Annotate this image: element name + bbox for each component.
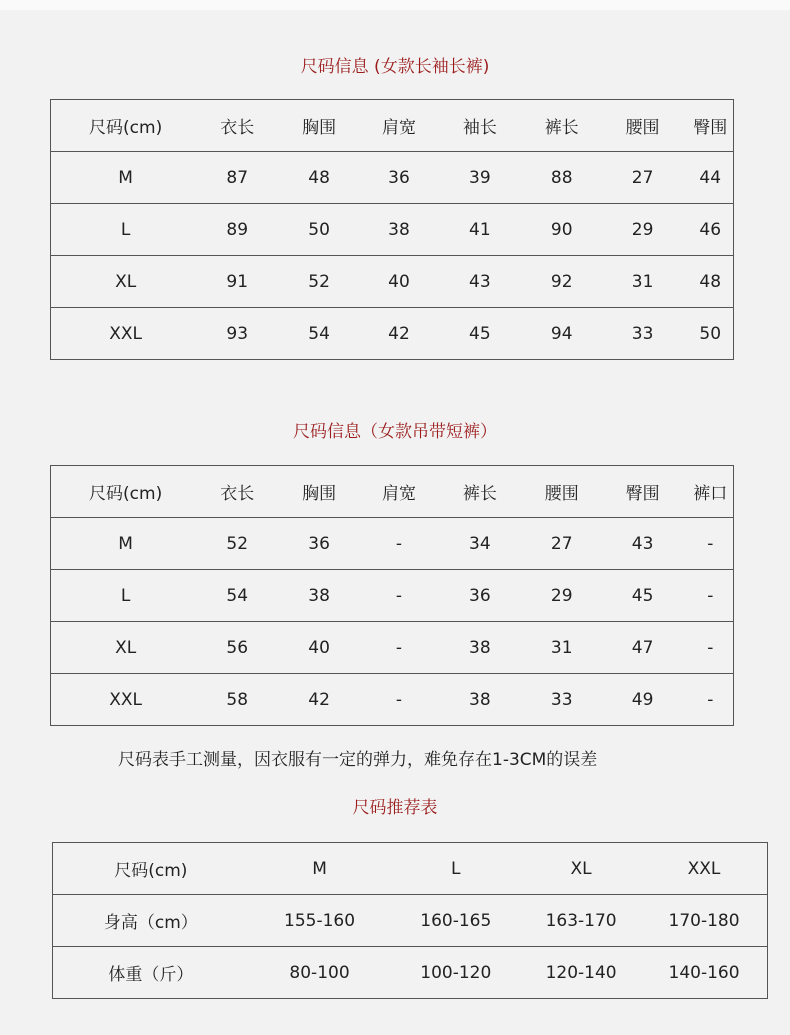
value-cell: - bbox=[364, 518, 434, 570]
value-cell: 93 bbox=[200, 308, 274, 360]
value-cell: 29 bbox=[526, 570, 598, 622]
header-cell: 裤口 bbox=[693, 484, 728, 504]
table3-title: 尺码推荐表 bbox=[352, 798, 438, 818]
header-cell: 衣长 bbox=[220, 484, 255, 504]
header-cell: 胸围 bbox=[302, 118, 337, 138]
value-cell: 48 bbox=[274, 152, 364, 204]
size-table-shorts bbox=[50, 465, 734, 726]
value-cell: 120-140 bbox=[521, 947, 641, 999]
value-cell: - bbox=[688, 570, 734, 622]
header-row bbox=[51, 100, 734, 152]
value-cell: - bbox=[688, 518, 734, 570]
size-recommendation-table bbox=[52, 842, 768, 999]
value-cell: 27 bbox=[598, 152, 688, 204]
value-cell: 45 bbox=[434, 308, 526, 360]
value-cell: 54 bbox=[274, 308, 364, 360]
value-cell: 80-100 bbox=[249, 947, 391, 999]
value-cell: 155-160 bbox=[249, 895, 391, 947]
table-row bbox=[53, 895, 768, 947]
value-cell: 31 bbox=[526, 622, 598, 674]
table-row bbox=[51, 622, 734, 674]
value-cell: 87 bbox=[200, 152, 274, 204]
value-cell: 41 bbox=[434, 204, 526, 256]
value-cell: - bbox=[364, 674, 434, 726]
value-cell: 160-165 bbox=[390, 895, 521, 947]
size-table-long bbox=[50, 99, 734, 360]
size-label-cell: L bbox=[51, 570, 201, 622]
value-cell: 44 bbox=[688, 152, 734, 204]
value-cell: 170-180 bbox=[641, 895, 767, 947]
table-row bbox=[53, 947, 768, 999]
value-cell: 54 bbox=[200, 570, 274, 622]
value-cell: 38 bbox=[364, 204, 434, 256]
value-cell: 47 bbox=[598, 622, 688, 674]
value-cell: 52 bbox=[200, 518, 274, 570]
value-cell: 36 bbox=[364, 152, 434, 204]
header-cell: 腰围 bbox=[625, 118, 660, 138]
header-cell: 腰围 bbox=[544, 484, 579, 504]
value-cell: 43 bbox=[598, 518, 688, 570]
header-cell: XXL bbox=[687, 858, 721, 879]
value-cell: 100-120 bbox=[390, 947, 521, 999]
value-cell: 89 bbox=[200, 204, 274, 256]
value-cell: 50 bbox=[688, 308, 734, 360]
table-row bbox=[51, 152, 734, 204]
value-cell: 38 bbox=[434, 674, 526, 726]
size-label-cell: XL bbox=[51, 256, 201, 308]
value-cell: 36 bbox=[274, 518, 364, 570]
value-cell: 48 bbox=[688, 256, 734, 308]
header-cell: L bbox=[451, 858, 461, 879]
size-label-cell: XXL bbox=[51, 308, 201, 360]
header-cell: 臀围 bbox=[693, 118, 728, 138]
value-cell: 140-160 bbox=[641, 947, 767, 999]
header-cell: 肩宽 bbox=[381, 484, 416, 504]
value-cell: - bbox=[688, 674, 734, 726]
table2-title: 尺码信息（女款吊带短裤） bbox=[293, 422, 497, 442]
table-row bbox=[51, 256, 734, 308]
value-cell: 90 bbox=[526, 204, 598, 256]
value-cell: 43 bbox=[434, 256, 526, 308]
table-row bbox=[51, 674, 734, 726]
header-cell: M bbox=[312, 858, 327, 879]
table-row bbox=[51, 308, 734, 360]
table-row bbox=[51, 204, 734, 256]
header-cell: 尺码(cm) bbox=[89, 118, 163, 138]
header-cell: 尺码(cm) bbox=[114, 861, 188, 881]
value-cell: 33 bbox=[598, 308, 688, 360]
value-cell: 42 bbox=[364, 308, 434, 360]
value-cell: 91 bbox=[200, 256, 274, 308]
header-row bbox=[51, 466, 734, 518]
header-cell: 尺码(cm) bbox=[89, 484, 163, 504]
value-cell: 58 bbox=[200, 674, 274, 726]
header-cell: 胸围 bbox=[302, 484, 337, 504]
table-row bbox=[51, 570, 734, 622]
header-cell: 肩宽 bbox=[381, 118, 416, 138]
value-cell: 92 bbox=[526, 256, 598, 308]
value-cell: 52 bbox=[274, 256, 364, 308]
measurement-note: 尺码表手工测量，因衣服有一定的弹力，难免存在1-3CM的误差 bbox=[118, 750, 598, 770]
value-cell: 40 bbox=[364, 256, 434, 308]
value-cell: 163-170 bbox=[521, 895, 641, 947]
header-cell: 裤长 bbox=[462, 484, 497, 504]
size-label-cell: M bbox=[51, 518, 201, 570]
value-cell: - bbox=[364, 622, 434, 674]
value-cell: 39 bbox=[434, 152, 526, 204]
value-cell: 38 bbox=[274, 570, 364, 622]
size-label-cell: 体重（斤） bbox=[53, 947, 249, 999]
header-cell: XL bbox=[570, 858, 592, 879]
value-cell: - bbox=[364, 570, 434, 622]
size-label-cell: XL bbox=[51, 622, 201, 674]
header-cell: 臀围 bbox=[625, 484, 660, 504]
header-row bbox=[53, 843, 768, 895]
value-cell: 29 bbox=[598, 204, 688, 256]
header-cell: 袖长 bbox=[462, 118, 497, 138]
size-label-cell: M bbox=[51, 152, 201, 204]
value-cell: 40 bbox=[274, 622, 364, 674]
size-label-cell: 身高（cm） bbox=[53, 895, 249, 947]
value-cell: 36 bbox=[434, 570, 526, 622]
header-cell: 衣长 bbox=[220, 118, 255, 138]
value-cell: 88 bbox=[526, 152, 598, 204]
value-cell: 49 bbox=[598, 674, 688, 726]
value-cell: 45 bbox=[598, 570, 688, 622]
size-label-cell: XXL bbox=[51, 674, 201, 726]
value-cell: 94 bbox=[526, 308, 598, 360]
size-label-cell: L bbox=[51, 204, 201, 256]
value-cell: 56 bbox=[200, 622, 274, 674]
value-cell: 33 bbox=[526, 674, 598, 726]
table-row bbox=[51, 518, 734, 570]
top-band bbox=[0, 0, 790, 10]
value-cell: 38 bbox=[434, 622, 526, 674]
value-cell: - bbox=[688, 622, 734, 674]
value-cell: 31 bbox=[598, 256, 688, 308]
value-cell: 42 bbox=[274, 674, 364, 726]
value-cell: 50 bbox=[274, 204, 364, 256]
header-cell: 裤长 bbox=[544, 118, 579, 138]
value-cell: 46 bbox=[688, 204, 734, 256]
table1-title: 尺码信息 (女款长袖长裤) bbox=[300, 57, 490, 77]
value-cell: 27 bbox=[526, 518, 598, 570]
value-cell: 34 bbox=[434, 518, 526, 570]
